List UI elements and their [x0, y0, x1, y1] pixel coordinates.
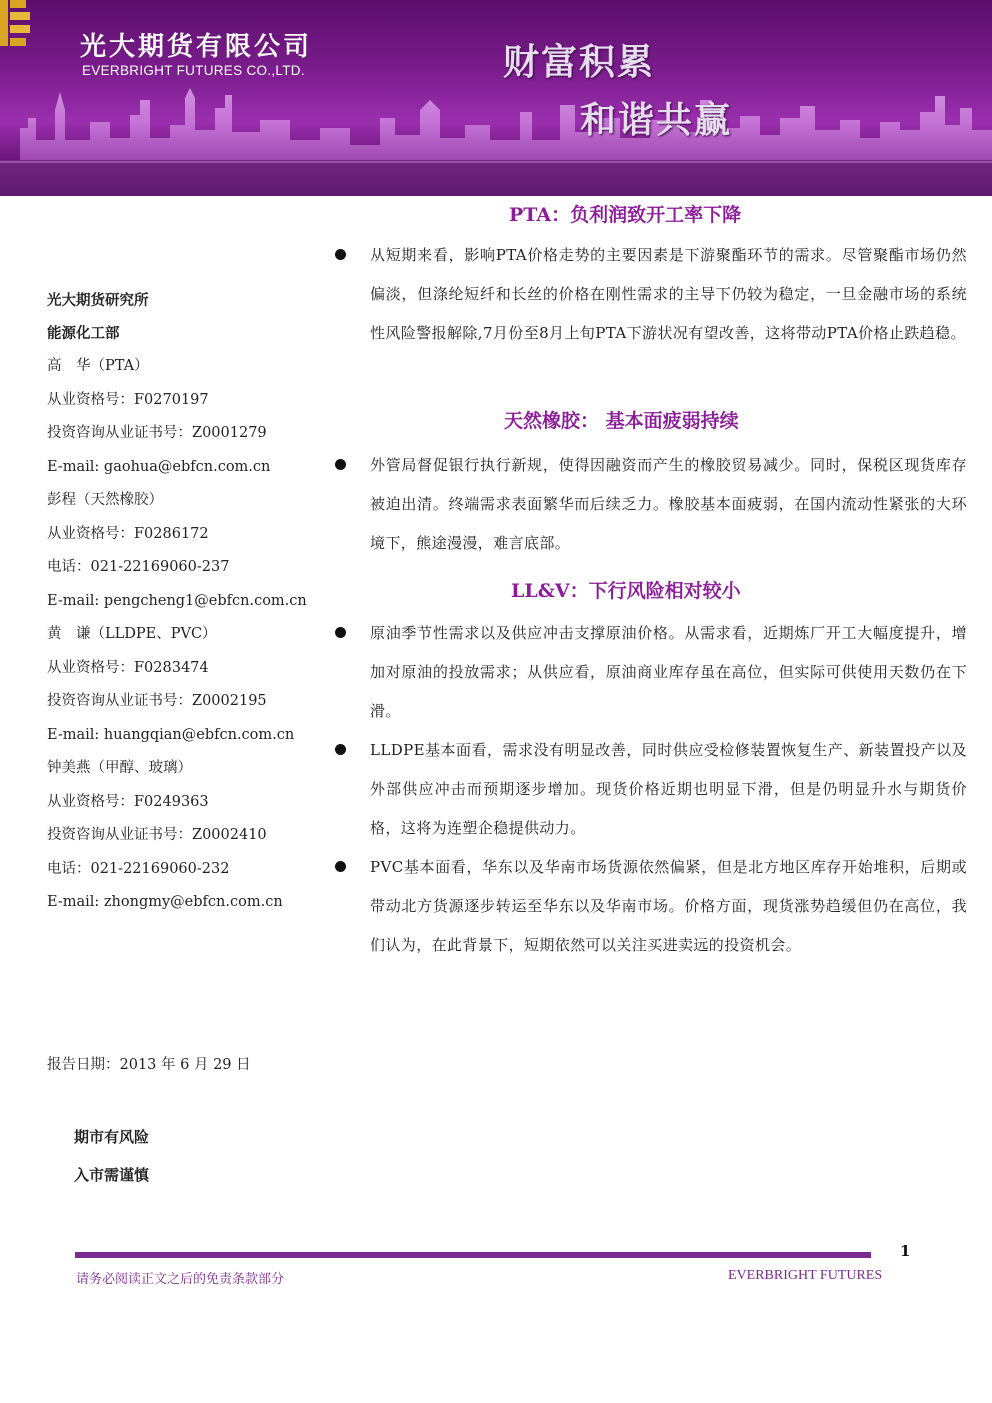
bullet-text: 从短期来看，影响PTA价格走势的主要因素是下游聚酯环节的需求。尽管聚酯市场仍然偏淡，但涤纶短纤和长丝的价格在刚性需求的主导下仍较为稳定，一旦金融市场的系统性风险警报解除,7月份至8月上旬PTA下游状况有望改善，这将带动PTA价格止跌趋稳。	[370, 246, 967, 342]
consulting-certificate: 投资咨询从业证书号：Z0002410	[47, 827, 267, 843]
bullet-icon	[335, 744, 346, 755]
research-institute: 光大期货研究所	[47, 292, 149, 309]
llv-bullet-list	[335, 614, 967, 965]
department: 能源化工部	[47, 325, 120, 342]
bullet-text: LLDPE基本面看，需求没有明显改善，同时供应受检修装置恢复生产、新装置投产以及外部供应冲击而预期逐步增加。现货价格近期也明显下滑，但是仍明显升水与期货价格，这将为连塑企稳提供动力。	[370, 741, 967, 837]
slogan-line-1: 财富积累	[503, 42, 656, 83]
bullet-icon	[335, 459, 346, 470]
list-item	[335, 848, 967, 965]
analyst-block	[47, 752, 307, 920]
analyst-sidebar	[47, 284, 307, 920]
analyst-name: 彭程（天然橡胶）	[47, 492, 163, 508]
list-item	[335, 731, 967, 848]
section-title-rubber: 天然橡胶： 基本面疲弱持续	[504, 410, 739, 432]
qualification-number: 从业资格号：F0249363	[47, 793, 209, 810]
analyst-block	[47, 618, 307, 752]
phone: 电话：021-22169060-232	[47, 860, 230, 877]
pta-bullet-list	[335, 236, 967, 353]
consulting-certificate: 投资咨询从业证书号：Z0002195	[47, 693, 267, 709]
bullet-text: 外管局督促银行执行新规，使得因融资而产生的橡胶贸易减少。同时，保税区现货库存被迫出清。终端需求表面繁华而后续乏力。橡胶基本面疲弱，在国内流动性紧张的大环境下，熊途漫漫，难言底部。	[370, 456, 967, 552]
bullet-icon	[335, 627, 346, 638]
bullet-icon	[335, 249, 346, 260]
analyst-block	[47, 350, 307, 484]
footer-brand: EVERBRIGHT FUTURES	[728, 1268, 883, 1283]
email: E-mail: zhongmy@ebfcn.com.cn	[47, 894, 283, 910]
bullet-text: 原油季节性需求以及供应冲击支撑原油价格。从需求看，近期炼厂开工大幅度提升，增加对原油的投放需求；从供应看，原油商业库存虽在高位，但实际可供使用天数仍在下滑。	[370, 624, 967, 720]
qualification-number: 从业资格号：F0286172	[47, 525, 209, 542]
list-item	[335, 446, 967, 563]
email: E-mail: huangqian@ebfcn.com.cn	[47, 726, 295, 743]
bullet-icon	[335, 861, 346, 872]
email: E-mail: gaohua@ebfcn.com.cn	[47, 458, 271, 475]
disclaimer-note: 请务必阅读正文之后的免责条款部分	[76, 1272, 285, 1287]
company-name-en: EVERBRIGHT FUTURES CO.,LTD.	[82, 63, 305, 78]
qualification-number: 从业资格号：F0270197	[47, 391, 209, 408]
consulting-certificate: 投资咨询从业证书号：Z0001279	[47, 425, 267, 441]
company-name-cn: 光大期货有限公司	[80, 32, 313, 62]
qualification-number: 从业资格号：F0283474	[47, 659, 209, 676]
risk-warning-line-2: 入市需谨慎	[74, 1166, 150, 1184]
section-title-pta: PTA：负利润致开工率下降	[509, 204, 742, 226]
analyst-name: 高 华（PTA）	[47, 358, 149, 374]
email: E-mail: pengcheng1@ebfcn.com.cn	[47, 592, 307, 609]
report-date: 报告日期：2013 年 6 月 29 日	[47, 1057, 251, 1073]
list-item	[335, 236, 967, 353]
section-title-llv: LL&V：下行风险相对较小	[511, 580, 741, 602]
header-banner	[0, 0, 992, 196]
analyst-block	[47, 484, 307, 618]
bullet-text: PVC基本面看，华东以及华南市场货源依然偏紧，但是北方地区库存开始堆积，后期或带动北方货源逐步转运至华东以及华南市场。价格方面，现货涨势趋缓但仍在高位，我们认为，在此背景下，短期依然可以关注买进卖远的投资机会。	[370, 858, 967, 954]
analyst-name: 黄 谦（LLDPE、PVC）	[47, 626, 217, 642]
footer-divider	[75, 1252, 871, 1258]
page-number: 1	[900, 1242, 911, 1260]
company-logo-icon	[0, 0, 32, 46]
analyst-name: 钟美燕（甲醇、玻璃）	[47, 760, 192, 776]
risk-warning-line-1: 期市有风险	[74, 1128, 150, 1146]
list-item	[335, 614, 967, 731]
slogan-line-2: 和谐共赢	[580, 100, 733, 141]
rubber-bullet-list	[335, 446, 967, 563]
phone: 电话：021-22169060-237	[47, 559, 230, 575]
